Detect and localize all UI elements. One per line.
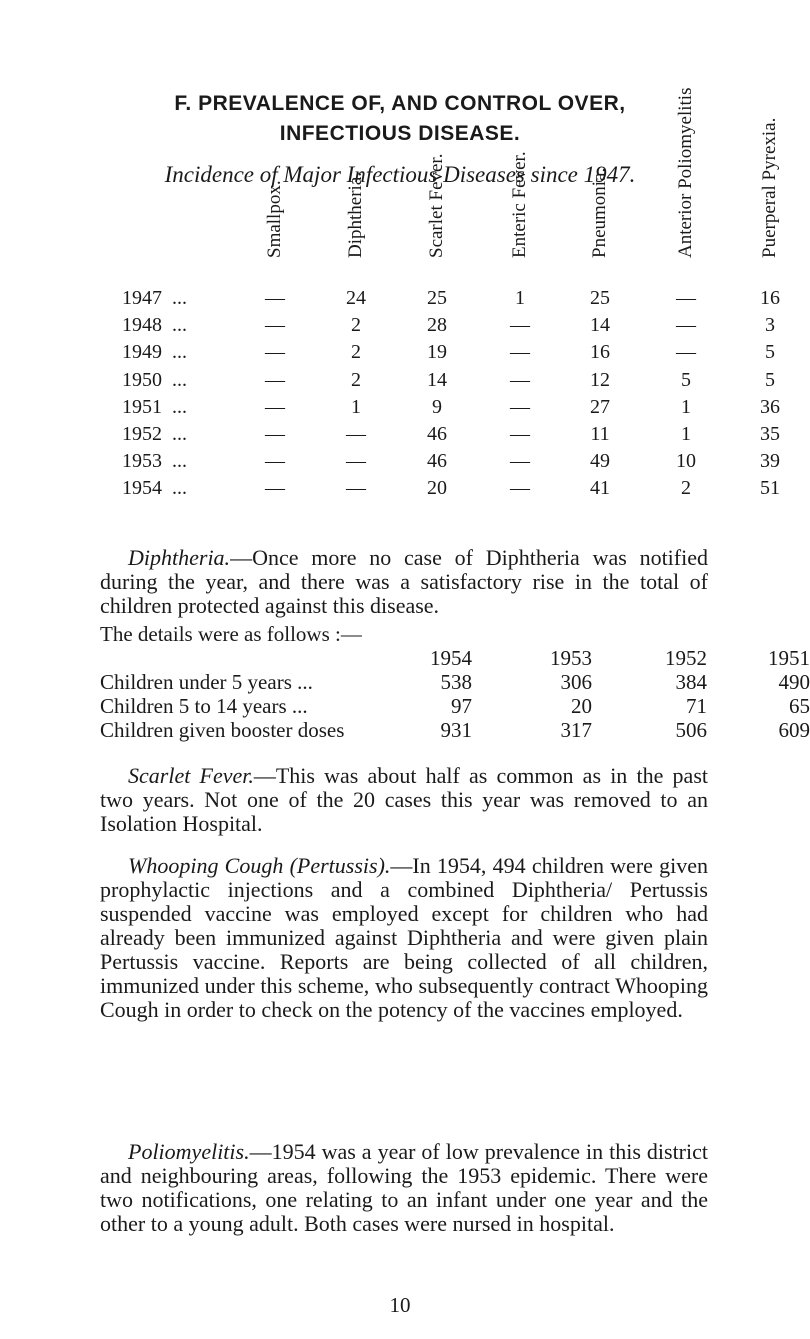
table-cell: — bbox=[265, 423, 285, 445]
year-header: 1954 bbox=[430, 646, 472, 670]
table-cell: 5 bbox=[765, 368, 775, 391]
column-header bbox=[585, 168, 615, 278]
table-cell: — bbox=[676, 314, 696, 337]
details-cell: 65 bbox=[789, 694, 810, 718]
row-leader-dots: ... bbox=[172, 423, 187, 445]
table-cell: 24 bbox=[346, 287, 366, 309]
table-cell: 12 bbox=[590, 368, 610, 391]
table-cell: 25 bbox=[427, 287, 447, 309]
table-cell: 16 bbox=[590, 341, 610, 364]
scarlet-fever-text: —This was about half as common as in the past two years. Not one of the 20 cases this year was removed to an Isolation Hospital. bbox=[100, 763, 708, 836]
table-cell: — bbox=[346, 450, 366, 473]
column-header bbox=[260, 168, 290, 278]
table-cell: — bbox=[265, 450, 285, 473]
table-cell: 41 bbox=[590, 477, 610, 500]
row-leader-dots: ... bbox=[172, 341, 187, 364]
details-cell: 306 bbox=[560, 670, 592, 694]
row-year: 1950 bbox=[122, 368, 162, 391]
details-cell: 538 bbox=[440, 670, 472, 694]
table-cell: 5 bbox=[681, 368, 691, 391]
row-year: 1954 bbox=[122, 477, 162, 500]
details-cell: 97 bbox=[451, 694, 472, 718]
diphtheria-lead: Diphtheria. bbox=[128, 545, 231, 570]
table-cell: 35 bbox=[760, 423, 780, 445]
details-cell: 490 bbox=[778, 670, 810, 694]
table-row bbox=[0, 341, 800, 367]
table-row bbox=[0, 423, 800, 449]
column-header-label: Pneumonia. bbox=[589, 167, 610, 258]
details-cell: 71 bbox=[686, 694, 707, 718]
table-cell: 3 bbox=[765, 314, 775, 337]
row-leader-dots: ... bbox=[172, 395, 187, 418]
column-header bbox=[341, 168, 371, 278]
column-header bbox=[505, 151, 535, 278]
row-leader-dots: ... bbox=[172, 368, 187, 391]
table-cell: 46 bbox=[427, 450, 447, 473]
table-cell: — bbox=[510, 423, 530, 445]
table-cell: — bbox=[265, 477, 285, 500]
table-cell: 19 bbox=[427, 341, 447, 364]
table-cell: 2 bbox=[351, 368, 361, 391]
details-cell: 20 bbox=[571, 694, 592, 718]
diphtheria-paragraph bbox=[100, 546, 708, 618]
table-cell: 46 bbox=[427, 423, 447, 445]
table-cell: — bbox=[510, 314, 530, 337]
table-cell: 9 bbox=[432, 395, 442, 418]
table-cell: — bbox=[265, 287, 285, 309]
year-header: 1951 bbox=[768, 646, 810, 670]
scarlet-fever-lead: Scarlet Fever. bbox=[128, 763, 254, 788]
whooping-cough-lead: Whooping Cough bbox=[128, 853, 284, 878]
row-leader-dots: ... bbox=[172, 477, 187, 500]
table-cell: 1 bbox=[515, 287, 525, 309]
details-row-label: Children under 5 years ... bbox=[100, 670, 313, 694]
year-header: 1953 bbox=[550, 646, 592, 670]
diphtheria-text: —Once more no case of Diphtheria was notified during the year, and there was a satisfactory rise in the total of children protected against this disease. bbox=[100, 545, 708, 618]
table-cell: — bbox=[676, 287, 696, 309]
table-cell: — bbox=[510, 450, 530, 473]
column-header bbox=[422, 153, 452, 278]
table-cell: 51 bbox=[760, 477, 780, 500]
table-cell: 49 bbox=[590, 450, 610, 473]
row-year: 1949 bbox=[122, 341, 162, 364]
table-cell: 20 bbox=[427, 477, 447, 500]
table-cell: — bbox=[265, 314, 285, 337]
table-row bbox=[0, 314, 800, 340]
table-row bbox=[0, 369, 800, 395]
column-header-label: Scarlet Fever. bbox=[426, 153, 447, 258]
table-cell: 25 bbox=[590, 287, 610, 309]
column-header-label: Anterior Poliomyelitis bbox=[675, 87, 696, 258]
whooping-cough-paragraph bbox=[100, 854, 708, 1022]
row-year: 1953 bbox=[122, 450, 162, 473]
table-cell: 39 bbox=[760, 450, 780, 473]
table-cell: 5 bbox=[765, 341, 775, 364]
table-cell: 28 bbox=[427, 314, 447, 337]
table-cell: — bbox=[265, 368, 285, 391]
table-cell: 36 bbox=[760, 395, 780, 418]
details-cell: 384 bbox=[675, 670, 707, 694]
details-row-label: Children 5 to 14 years ... bbox=[100, 694, 308, 718]
column-header-label: Puerperal Pyrexia. bbox=[759, 117, 780, 258]
table-cell: 1 bbox=[681, 395, 691, 418]
table-cell: — bbox=[346, 477, 366, 500]
table-cell: 2 bbox=[351, 341, 361, 364]
row-year: 1947 bbox=[122, 287, 162, 309]
incidence-table-title: Incidence of Major Infectious Diseases since 1947. bbox=[164, 162, 636, 187]
table-cell: — bbox=[265, 395, 285, 418]
row-leader-dots: ... bbox=[172, 314, 187, 337]
table-row bbox=[0, 450, 800, 476]
section-heading: F. PREVALENCE OF, AND CONTROL OVER, bbox=[174, 92, 626, 115]
column-header bbox=[755, 117, 785, 278]
row-leader-dots: ... bbox=[172, 287, 187, 309]
table-cell: 10 bbox=[676, 450, 696, 473]
table-cell: 11 bbox=[590, 423, 610, 445]
details-cell: 317 bbox=[560, 718, 592, 742]
row-year: 1951 bbox=[122, 395, 162, 418]
details-row-label: Children given booster doses bbox=[100, 718, 345, 742]
column-header-label: Diphtheria. bbox=[345, 171, 366, 258]
table-cell: 2 bbox=[351, 314, 361, 337]
table-cell: — bbox=[510, 477, 530, 500]
poliomyelitis-lead: Poliomyelitis. bbox=[128, 1139, 250, 1164]
table-cell: 16 bbox=[760, 287, 780, 309]
row-year: 1952 bbox=[122, 423, 162, 445]
table-cell: — bbox=[676, 341, 696, 364]
page-number: 10 bbox=[389, 1293, 411, 1317]
details-intro-text: The details were as follows :— bbox=[100, 622, 362, 646]
table-row bbox=[0, 287, 800, 313]
table-cell: 14 bbox=[427, 368, 447, 391]
table-cell: 2 bbox=[681, 477, 691, 500]
details-cell: 506 bbox=[675, 718, 707, 742]
year-header: 1952 bbox=[665, 646, 707, 670]
table-cell: — bbox=[346, 423, 366, 445]
table-cell: — bbox=[265, 341, 285, 364]
table-cell: 1 bbox=[681, 423, 691, 445]
table-cell: 1 bbox=[351, 395, 361, 418]
whooping-cough-lead2: (Pertussis). bbox=[289, 853, 391, 878]
table-cell: 14 bbox=[590, 314, 610, 337]
details-cell: 609 bbox=[778, 718, 810, 742]
row-leader-dots: ... bbox=[172, 450, 187, 473]
section-heading-line2: INFECTIOUS DISEASE. bbox=[279, 122, 521, 145]
table-row bbox=[0, 477, 800, 503]
table-cell: — bbox=[510, 341, 530, 364]
table-cell: — bbox=[510, 395, 530, 418]
whooping-cough-text: —In 1954, 494 children were given prophylactic injections and a combined Diphtheria/ Pertussis suspended vaccine was employed except for children who had already been immunized against Diphtheria and were given plain Pertussis vaccine. Reports are being collected of all children, immunized under this scheme, who subsequently contract Whooping Cough in order to check on the potency of the vaccines employed. bbox=[100, 853, 708, 1022]
table-cell: 27 bbox=[590, 395, 610, 418]
row-year: 1948 bbox=[122, 314, 162, 337]
details-cell: 931 bbox=[440, 718, 472, 742]
table-cell: — bbox=[510, 368, 530, 391]
column-header bbox=[671, 87, 701, 278]
scarlet-fever-paragraph bbox=[100, 764, 708, 836]
column-header-label: Enteric Fever. bbox=[509, 151, 530, 258]
table-row bbox=[0, 396, 800, 422]
column-header-label: Smallpox. bbox=[264, 180, 285, 258]
poliomyelitis-paragraph bbox=[100, 1140, 708, 1236]
poliomyelitis-text: —1954 was a year of low prevalence in this district and neighbouring areas, following the 1953 epidemic. There were two notifications, one relating to an infant under one year and the other to a young adult. Both cases were nursed in hospital. bbox=[100, 1139, 708, 1236]
